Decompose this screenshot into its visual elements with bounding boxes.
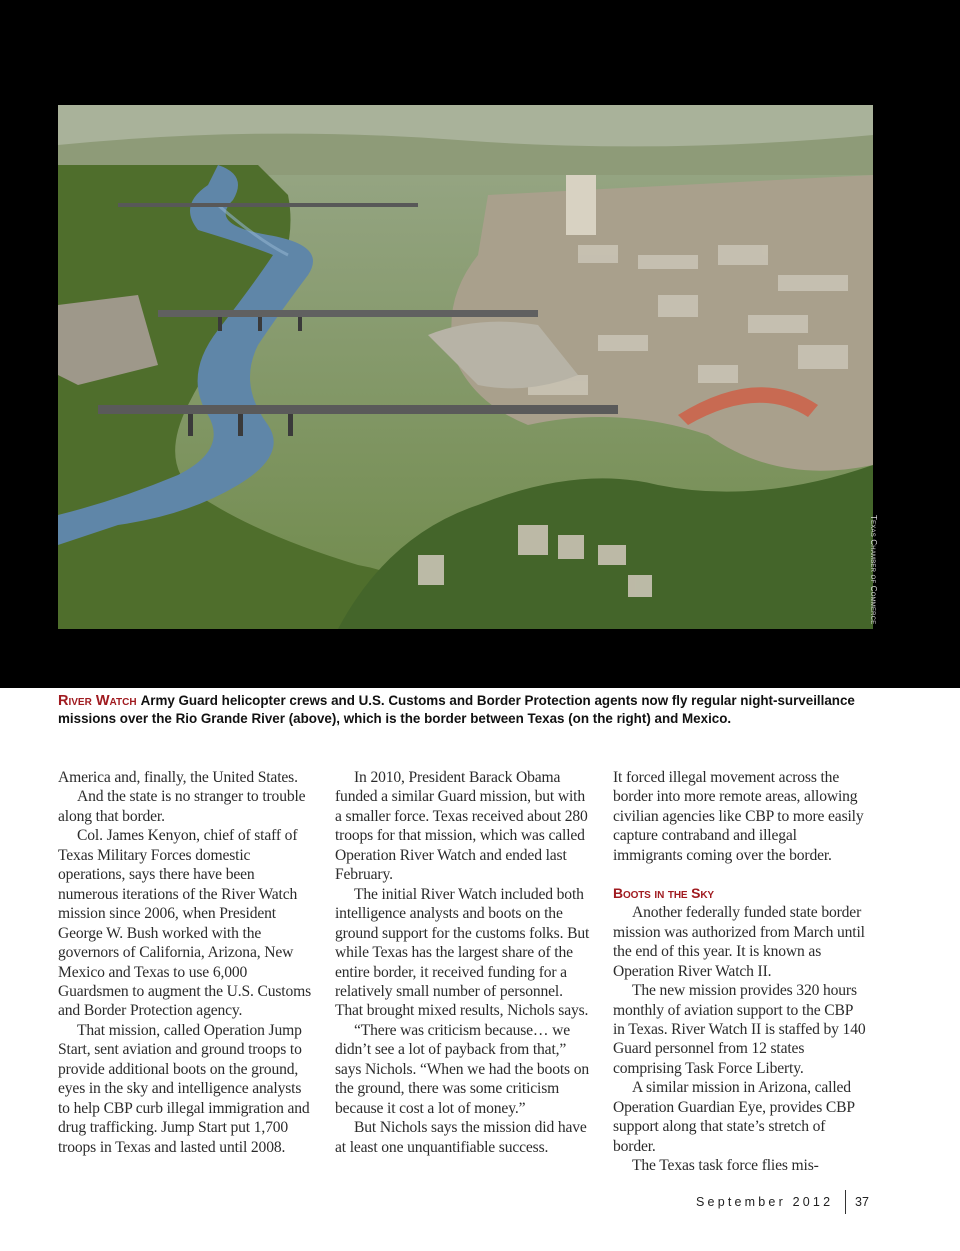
paragraph: America and, finally, the United States. — [58, 769, 298, 786]
paragraph: It forced illegal movement across the border into more remote areas, allowing civilian agencies like CBP to more easily capture contraband and illegal immigrants coming over the border. — [613, 769, 864, 864]
aerial-photo-illustration — [58, 105, 873, 629]
paragraph: The new mission provides 320 hours monthly of aviation support to the CBP in Texas. River Watch II is staffed by 140 Guard personnel from 12 states comprising Task Force Liberty. — [613, 982, 866, 1077]
photo-credit — [868, 515, 888, 631]
photo-caption — [58, 692, 878, 728]
paragraph: In 2010, President Barack Obama funded a similar Guard mission, but with a smaller force. Texas received about 280 troops for that mission, which was called Operation River Watch and ended last February. — [335, 769, 588, 884]
page-number: 37 — [855, 1195, 869, 1209]
caption-kicker: River Watch — [58, 693, 137, 709]
article-column-2 — [335, 768, 590, 1157]
paragraph: That mission, called Operation Jump Start, sent aviation and ground troops to provide additional boots on the ground, eyes in the sky and intelligence analysts to help CBP curb illegal immigration and drug trafficking. Jump Start put 1,700 troops in Texas and lasted until 2008. — [58, 1021, 310, 1156]
aerial-photo-rio-grande — [58, 105, 873, 629]
paragraph: Col. James Kenyon, chief of staff of Texas Military Forces domestic operations, says there have been numerous iterations of the River Watch mission since 2006, when President George W. Bush worked with the governors of California, Arizona, New Mexico and Texas to use 6,000 Guardsmen to augment the U.S. Customs and Border Protection agency. — [58, 827, 312, 1020]
paragraph: But Nichols says the mission did have at least one unquantifiable success. — [335, 1119, 587, 1156]
caption-text: Army Guard helicopter crews and U.S. Customs and Border Protection agents now fly regular night-surveillance missions over the Rio Grande River (above), which is the border between Texas (on the right) and Mexico. — [58, 693, 855, 726]
footer-divider — [845, 1190, 846, 1214]
section-heading: Boots in the Sky — [613, 885, 714, 902]
article-column-3 — [613, 768, 868, 1176]
paragraph: The Texas task force flies mis- — [632, 1157, 819, 1175]
paragraph: A similar mission in Arizona, called Operation Guardian Eye, provides CBP support along that state’s stretch of border. — [613, 1079, 855, 1155]
paragraph: The initial River Watch included both intelligence analysts and boots on the ground support for the customs folks. But while Texas has the largest share of the entire border, it received funding for a relatively small number of personnel. That brought mixed results, Nichols says. — [335, 885, 590, 1020]
article-column-1 — [58, 768, 313, 1157]
paragraph: “There was criticism because… we didn’t see a lot of payback from that,” says Nichols. “When we had the boots on the ground, there was some criticism because it cost a lot of money.” — [335, 1021, 589, 1117]
paragraph: Another federally funded state border mission was authorized from March until the end of this year. It is known as Operation River Watch II. — [613, 904, 865, 980]
photo-credit-text: Texas Chamber of Commerce — [869, 515, 878, 625]
paragraph: And the state is no stranger to trouble along that border. — [58, 788, 306, 825]
footer-issue-date: September 2012 — [696, 1195, 834, 1209]
